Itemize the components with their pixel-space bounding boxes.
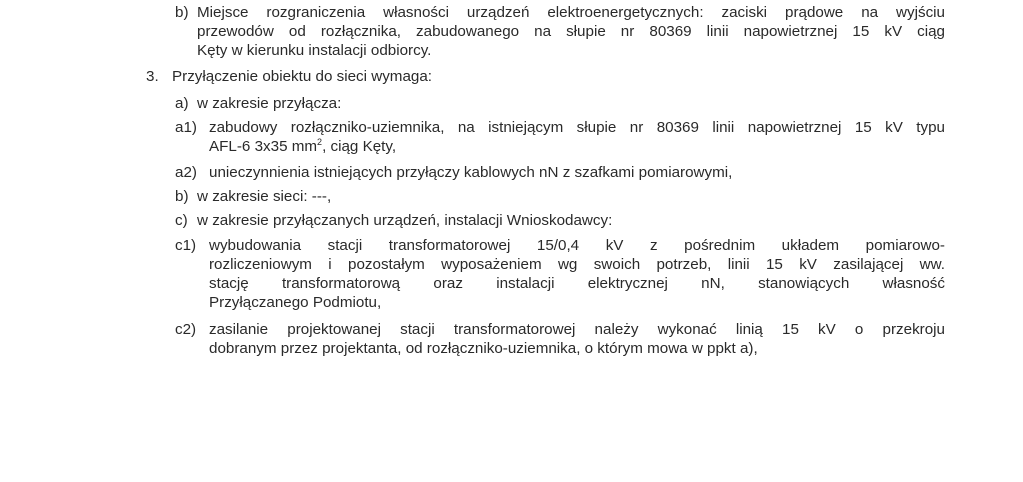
list-item-section-3 (146, 67, 946, 86)
list-item-c2 (175, 320, 945, 358)
list-marker: a1) (175, 119, 197, 136)
list-item-installation-scope (175, 211, 945, 230)
list-item-text: w zakresie przyłącza: (197, 95, 342, 112)
text-line (209, 137, 945, 156)
text-line: stację transformatorową oraz instalacji elektrycznej nN, stanowiących własność (209, 275, 945, 292)
list-marker: 3. (146, 68, 159, 85)
list-item-text: unieczynnienia istniejących przyłączy kablowych nN z szafkami pomiarowymi, (209, 164, 733, 181)
list-marker: a) (175, 95, 189, 112)
list-item-text: Przyłączenie obiektu do sieci wymaga: (172, 68, 432, 85)
list-item-a2 (175, 163, 945, 182)
text-line: Miejsce rozgraniczenia własności urządzeń elektroenergetycznych: zaciski prądowe na wyjściu (197, 4, 945, 21)
text-line: Przyłączanego Podmiotu, (209, 294, 382, 311)
text-line: Kęty w kierunku instalacji odbiorcy. (197, 42, 432, 59)
list-item-a1 (175, 118, 945, 156)
list-item-text: w zakresie przyłączanych urządzeń, instalacji Wnioskodawcy: (197, 212, 613, 229)
list-marker: b) (175, 188, 189, 205)
list-marker: c2) (175, 321, 197, 338)
text-line: wybudowania stacji transformatorowej 15/0,4 kV z pośrednim układem pomiarowo- (209, 237, 945, 254)
list-item-text (197, 3, 945, 60)
list-item-c1 (175, 236, 945, 312)
list-marker: b) (175, 4, 189, 21)
list-item-ownership-boundary (175, 3, 945, 60)
list-item-network-scope (175, 187, 945, 206)
text-fragment: , ciąg Kęty, (322, 138, 397, 155)
list-marker: c) (175, 212, 188, 229)
text-line: zasilanie projektowanej stacji transformatorowej należy wykonać linią 15 kV o przekroju (209, 321, 945, 338)
text-line: przewodów od rozłącznika, zabudowanego na słupie nr 80369 linii napowietrznej 15 kV ciąg (197, 23, 945, 40)
list-item-text (209, 320, 945, 358)
list-item-text (209, 118, 945, 156)
text-fragment: AFL-6 3x35 mm (209, 138, 318, 155)
text-line: rozliczeniowym i pozostałym wyposażeniem wg swoich potrzeb, linii 15 kV zasilającej ww. (209, 256, 945, 273)
list-item-connection-scope (175, 94, 945, 113)
text-line: dobranym przez projektanta, od rozłączniko-uziemnika, o którym mowa w ppkt a), (209, 340, 758, 357)
text-line: zabudowy rozłączniko-uziemnika, na istniejącym słupie nr 80369 linii napowietrznej 15 kV typu (209, 119, 945, 136)
list-item-text: w zakresie sieci: ---, (197, 188, 332, 205)
superscript: 2 (317, 137, 323, 147)
list-item-text (209, 236, 945, 312)
list-marker: c1) (175, 237, 197, 254)
list-marker: a2) (175, 164, 197, 181)
